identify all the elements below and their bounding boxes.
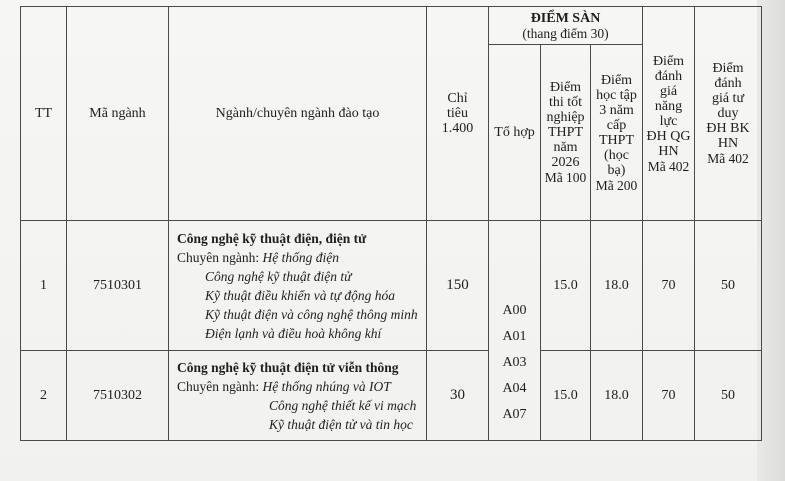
- row-code: 7510301: [67, 221, 169, 351]
- combo-item: A04: [502, 381, 527, 396]
- combo-item: A03: [502, 355, 527, 370]
- row-dgtd: 50: [695, 351, 762, 441]
- row-dgtd: 50: [695, 221, 762, 351]
- header-to-hop: Tổ hợp: [489, 45, 541, 221]
- combo-item: A01: [502, 329, 527, 344]
- header-dgtd: Điểm đánh giá tư duy ĐH BK HN Mã 402: [695, 7, 762, 221]
- table-row: [21, 351, 762, 441]
- header-tt: TT: [21, 7, 67, 221]
- major-spec: Kỹ thuật điều khiển và tự động hóa: [205, 287, 395, 303]
- row-tt: 2: [21, 351, 67, 441]
- header-chi-tieu: Chỉ tiêu 1.400: [427, 7, 489, 221]
- header-thpt: Điểm thi tốt nghiệp THPT năm 2026 Mã 100: [541, 45, 591, 221]
- row-code: 7510302: [67, 351, 169, 441]
- header-hocba: Điểm học tập 3 năm cấp THPT (học bạ) Mã 200: [591, 45, 643, 221]
- combo-cell: [489, 221, 541, 441]
- row-dgnl: 70: [643, 351, 695, 441]
- row-major: [169, 351, 427, 441]
- row-major: [169, 221, 427, 351]
- major-spec: Điện lạnh và điều hoà không khí: [205, 325, 382, 341]
- major-spec: Công nghệ kỹ thuật điện tử: [205, 268, 352, 284]
- row-quota: 150: [427, 221, 489, 351]
- combo-item: A07: [502, 407, 527, 422]
- row-hocba: 18.0: [591, 351, 643, 441]
- row-tt: 1: [21, 221, 67, 351]
- major-spec: Kỹ thuật điện và công nghệ thông minh: [205, 306, 418, 322]
- combo-item: A00: [502, 303, 527, 318]
- major-title: Công nghệ kỹ thuật điện tử viễn thông: [177, 359, 399, 375]
- major-title: Công nghệ kỹ thuật điện, điện tử: [177, 230, 367, 246]
- major-spec-line: Chuyên ngành: Hệ thống nhúng và IOT: [177, 378, 391, 394]
- major-spec: Kỹ thuật điện tử và tin học: [269, 416, 413, 432]
- table-row: [21, 221, 762, 351]
- major-spec-line: Chuyên ngành: Hệ thống điện: [177, 249, 339, 265]
- row-quota: 30: [427, 351, 489, 441]
- header-diem-san: ĐIỂM SÀN (thang điểm 30): [489, 7, 643, 45]
- admission-score-table: [20, 6, 762, 441]
- row-dgnl: 70: [643, 221, 695, 351]
- header-dgnl: Điểm đánh giá năng lực ĐH QG HN Mã 402: [643, 7, 695, 221]
- header-nganh: Ngành/chuyên ngành đào tạo: [169, 7, 427, 221]
- row-thpt: 15.0: [541, 221, 591, 351]
- header-row-1: [21, 7, 762, 45]
- header-ma-nganh: Mã ngành: [67, 7, 169, 221]
- major-spec: Công nghệ thiết kế vi mạch: [269, 397, 417, 413]
- row-hocba: 18.0: [591, 221, 643, 351]
- row-thpt: 15.0: [541, 351, 591, 441]
